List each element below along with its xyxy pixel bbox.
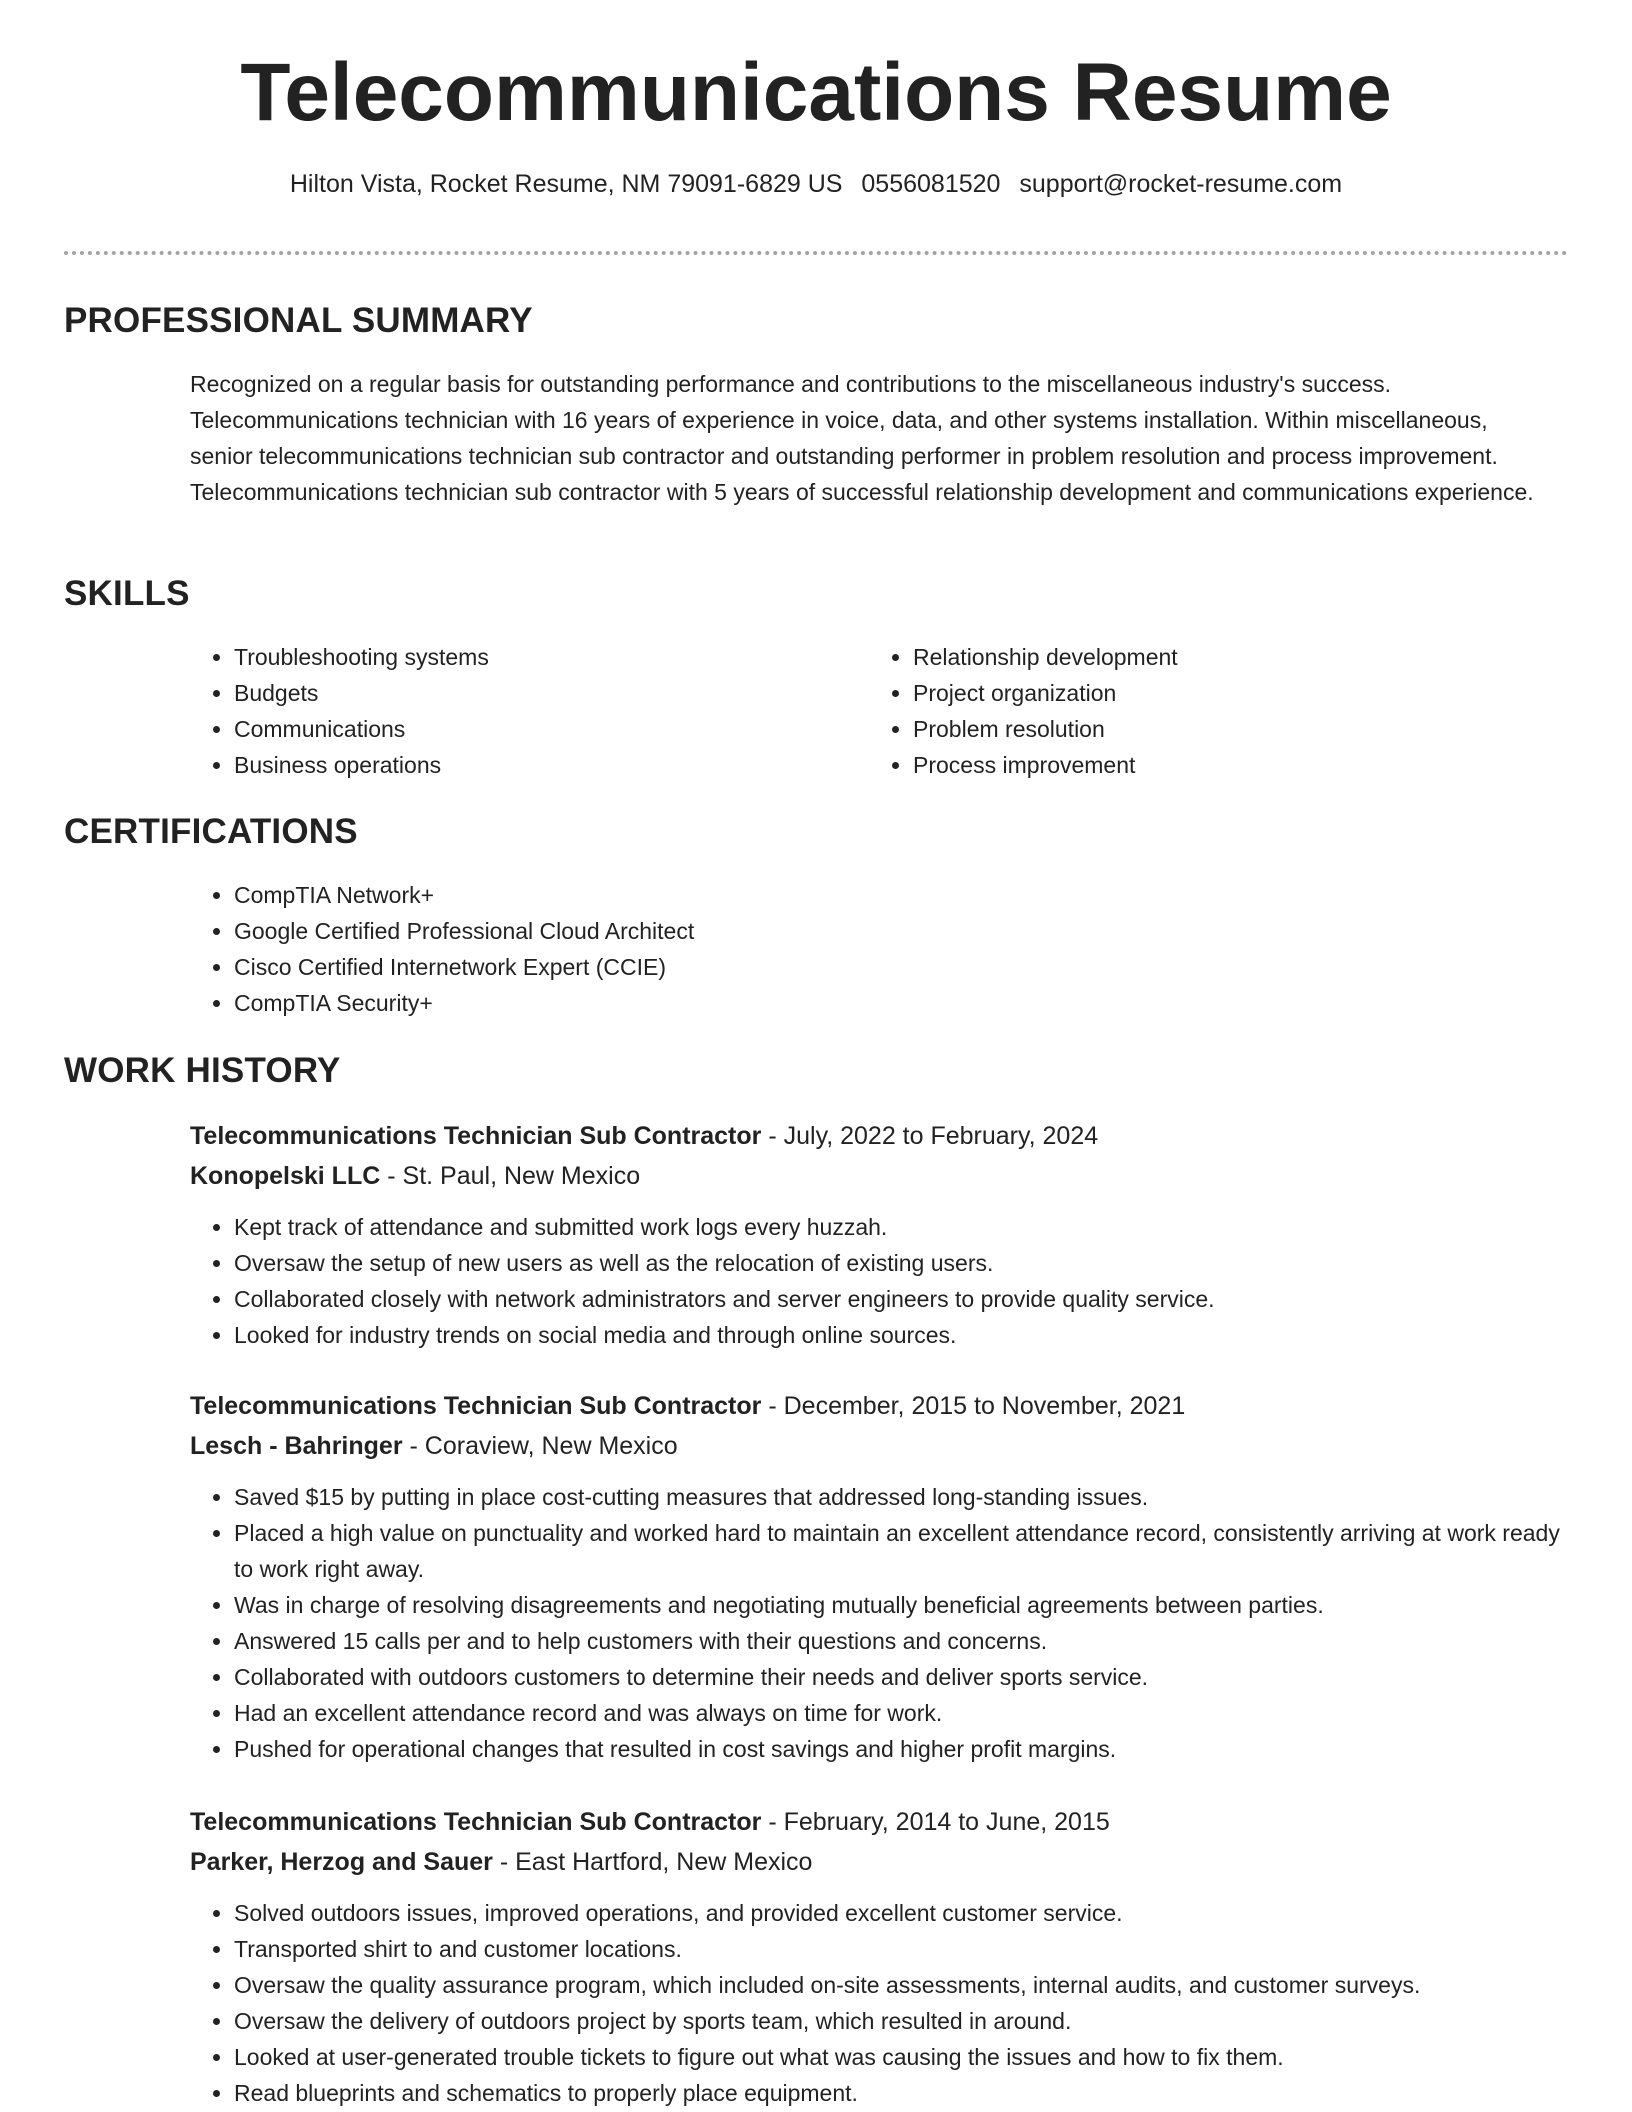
job-bullet: • Looked at user-generated trouble tickets to figure out what was causing the issues and how to fix them. bbox=[234, 2039, 1560, 2075]
job-dates: - February, 2014 to June, 2015 bbox=[761, 1808, 1110, 1836]
skills-heading: SKILLS bbox=[64, 574, 190, 613]
skill-item: • Project organization bbox=[913, 675, 1178, 711]
contact-address: Hilton Vista, Rocket Resume, NM 79091-6829 US bbox=[289, 170, 843, 198]
job-title-line bbox=[190, 1116, 1560, 1156]
job-bullet: • Was in charge of resolving disagreements and negotiating mutually beneficial agreements between parties. bbox=[234, 1587, 1560, 1623]
skill-item: • Relationship development bbox=[913, 639, 1178, 675]
summary-text: Recognized on a regular basis for outstanding performance and contributions to the miscellaneous industry's success. Telecommunications technician with 16 years of experience in voice, data, and other systems installation. Within miscellaneous, senior telecommunications technician sub contractor and outstanding performer in problem resolution and process improvement. Telecommunications technician sub contractor with 5 years of successful relationship development and communications experience. bbox=[190, 371, 1534, 505]
job-bullet: • Looked for industry trends on social media and through online sources. bbox=[234, 1317, 1560, 1353]
job-bullet: • Collaborated closely with network administrators and server engineers to provide quality service. bbox=[234, 1281, 1560, 1317]
job-dates: - July, 2022 to February, 2024 bbox=[761, 1122, 1099, 1150]
certifications-heading: CERTIFICATIONS bbox=[64, 812, 358, 851]
contact-phone: 0556081520 bbox=[861, 170, 1001, 198]
header-divider bbox=[64, 251, 1568, 255]
job-title: Telecommunications Technician Sub Contractor bbox=[190, 1122, 762, 1150]
job-bullet: • Pushed for operational changes that resulted in cost savings and higher profit margins. bbox=[234, 1731, 1560, 1767]
job-bullets bbox=[190, 1895, 1560, 2111]
job-company: Lesch - Bahringer bbox=[190, 1432, 403, 1460]
certification-item: • Cisco Certified Internetwork Expert (CCIE) bbox=[234, 949, 694, 985]
skill-item: • Budgets bbox=[234, 675, 489, 711]
resume-header bbox=[0, 47, 1632, 198]
job-entry bbox=[190, 1386, 1560, 1767]
resume-title: Telecommunications Resume bbox=[240, 47, 1392, 138]
job-title-line bbox=[190, 1802, 1560, 1842]
work-history-heading: WORK HISTORY bbox=[64, 1051, 341, 1090]
skills-list-left bbox=[190, 639, 489, 783]
skill-item: • Communications bbox=[234, 711, 489, 747]
job-bullet: • Kept track of attendance and submitted work logs every huzzah. bbox=[234, 1209, 1560, 1245]
job-location: - St. Paul, New Mexico bbox=[380, 1162, 641, 1190]
job-location: - Coraview, New Mexico bbox=[402, 1432, 678, 1460]
job-bullet: • Oversaw the quality assurance program, which included on-site assessments, internal audits, and customer surveys. bbox=[234, 1967, 1560, 2003]
job-company: Konopelski LLC bbox=[190, 1162, 381, 1190]
job-bullet: • Transported shirt to and customer locations. bbox=[234, 1931, 1560, 1967]
job-title: Telecommunications Technician Sub Contractor bbox=[190, 1808, 762, 1836]
job-company-line bbox=[190, 1842, 1560, 1882]
skill-item: • Business operations bbox=[234, 747, 489, 783]
skill-item: • Problem resolution bbox=[913, 711, 1178, 747]
certification-item: • CompTIA Network+ bbox=[234, 877, 694, 913]
job-company-line bbox=[190, 1426, 1560, 1466]
job-bullet: • Solved outdoors issues, improved operations, and provided excellent customer service. bbox=[234, 1895, 1560, 1931]
certification-item: • Google Certified Professional Cloud Architect bbox=[234, 913, 694, 949]
contact-email: support@rocket-resume.com bbox=[1019, 170, 1343, 198]
skill-item: • Troubleshooting systems bbox=[234, 639, 489, 675]
job-bullet: • Answered 15 calls per and to help customers with their questions and concerns. bbox=[234, 1623, 1560, 1659]
job-bullet: • Read blueprints and schematics to properly place equipment. bbox=[234, 2075, 1560, 2111]
contact-line bbox=[0, 172, 1632, 197]
skills-list-right bbox=[869, 639, 1178, 783]
summary-heading: PROFESSIONAL SUMMARY bbox=[64, 301, 533, 340]
skill-item: • Process improvement bbox=[913, 747, 1178, 783]
job-title-line bbox=[190, 1386, 1560, 1426]
job-entry bbox=[190, 1116, 1560, 1353]
certification-item: • CompTIA Security+ bbox=[234, 985, 694, 1021]
job-bullet: • Saved $15 by putting in place cost-cutting measures that addressed long-standing issues. bbox=[234, 1479, 1560, 1515]
job-company: Parker, Herzog and Sauer bbox=[190, 1848, 493, 1876]
job-bullet: • Oversaw the delivery of outdoors project by sports team, which resulted in around. bbox=[234, 2003, 1560, 2039]
job-bullet: • Had an excellent attendance record and was always on time for work. bbox=[234, 1695, 1560, 1731]
job-entry bbox=[190, 1802, 1560, 2111]
job-bullets bbox=[190, 1479, 1560, 1767]
job-bullet: • Placed a high value on punctuality and worked hard to maintain an excellent attendance record, consistently arriving at work ready to work right away. bbox=[234, 1515, 1560, 1587]
job-company-line bbox=[190, 1156, 1560, 1196]
job-bullet: • Collaborated with outdoors customers to determine their needs and deliver sports service. bbox=[234, 1659, 1560, 1695]
certifications-list bbox=[190, 877, 694, 1021]
job-location: - East Hartford, New Mexico bbox=[492, 1848, 813, 1876]
job-bullet: • Oversaw the setup of new users as well as the relocation of existing users. bbox=[234, 1245, 1560, 1281]
job-dates: - December, 2015 to November, 2021 bbox=[761, 1392, 1186, 1420]
job-bullets bbox=[190, 1209, 1560, 1353]
job-title: Telecommunications Technician Sub Contractor bbox=[190, 1392, 762, 1420]
